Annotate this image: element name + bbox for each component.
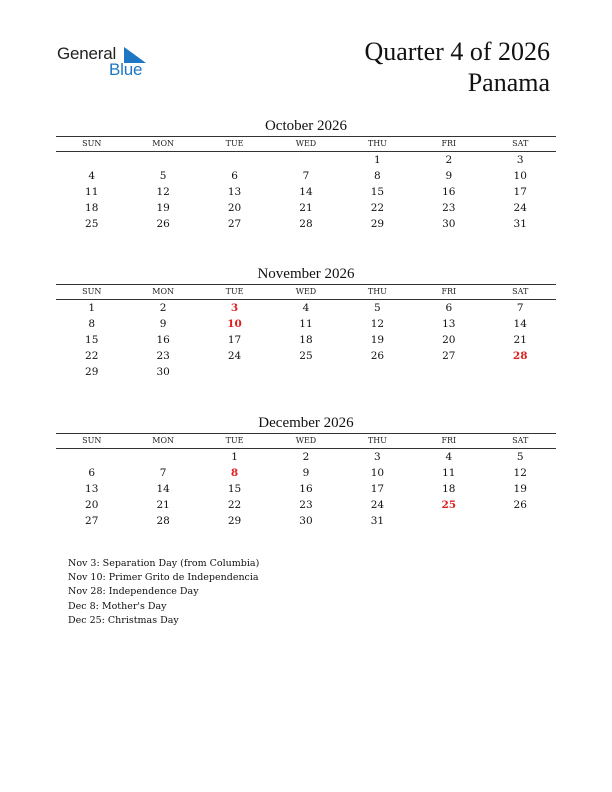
- day-cell: 11: [299, 318, 313, 330]
- weekday-header: WED: [295, 436, 317, 445]
- day-cell: 30: [299, 515, 313, 527]
- day-cell: 14: [299, 186, 313, 198]
- day-cell: 23: [442, 202, 456, 214]
- day-cell: 2: [159, 302, 167, 314]
- weekday-header: MON: [152, 139, 174, 148]
- day-cell: 9: [159, 318, 167, 330]
- weekday-header: THU: [367, 287, 387, 296]
- logo-text-blue: Blue: [109, 60, 143, 79]
- day-cell: 20: [442, 334, 456, 346]
- weekday-header: FRI: [441, 139, 457, 148]
- week-grid: [56, 449, 556, 529]
- day-cell: 23: [299, 499, 313, 511]
- day-cell: 29: [227, 515, 242, 527]
- day-cell: 6: [445, 302, 453, 314]
- holiday-day-cell: 28: [512, 350, 528, 362]
- logo-text-general: General: [57, 44, 117, 63]
- day-cell: 18: [442, 483, 456, 495]
- week-row: [56, 465, 556, 481]
- day-cell: 4: [445, 451, 453, 463]
- day-cell: 12: [513, 467, 527, 479]
- weekday-header: SAT: [512, 287, 529, 296]
- weekday-header: THU: [367, 139, 387, 148]
- weekday-header: WED: [295, 139, 317, 148]
- week-row: [56, 216, 556, 232]
- day-cell: 17: [370, 483, 385, 495]
- day-cell: 18: [299, 334, 313, 346]
- holiday-day-cell: 8: [230, 467, 239, 479]
- week-row: [56, 316, 556, 332]
- day-cell: 26: [513, 499, 527, 511]
- empty-day-cell: [127, 449, 198, 465]
- weekday-header: SUN: [82, 139, 102, 148]
- day-cell: 7: [159, 467, 167, 479]
- day-cell: 20: [85, 499, 99, 511]
- empty-day-cell: [199, 364, 270, 380]
- holiday-notes: [68, 557, 259, 628]
- weekday-header: FRI: [441, 287, 457, 296]
- day-cell: 3: [374, 451, 381, 463]
- week-row: [56, 152, 556, 168]
- day-cell: 6: [231, 170, 238, 182]
- day-cell: 7: [302, 170, 310, 182]
- day-cell: 17: [227, 334, 242, 346]
- day-cell: 18: [85, 202, 99, 214]
- day-cell: 5: [516, 451, 524, 463]
- day-cell: 1: [231, 451, 238, 463]
- day-cell: 26: [156, 218, 170, 230]
- holiday-day-cell: 25: [441, 499, 457, 511]
- week-row: [56, 168, 556, 184]
- weekday-header: WED: [295, 287, 317, 296]
- holiday-note: Dec 8: Mother's Day: [68, 600, 167, 612]
- holiday-note: Nov 3: Separation Day (from Columbia): [68, 558, 260, 569]
- weekday-header: FRI: [441, 436, 457, 445]
- week-row: [56, 184, 556, 200]
- day-cell: 11: [442, 467, 456, 479]
- empty-day-cell: [485, 513, 556, 529]
- title-quarter: Quarter 4 of 2026: [364, 37, 550, 66]
- day-cell: 30: [442, 218, 456, 230]
- day-cell: 22: [227, 499, 242, 511]
- day-cell: 9: [445, 170, 453, 182]
- month-october: [56, 116, 556, 232]
- day-cell: 15: [370, 186, 385, 198]
- day-cell: 13: [227, 186, 242, 198]
- day-cell: 13: [85, 483, 99, 495]
- day-cell: 2: [302, 451, 310, 463]
- month-title: December 2026: [258, 415, 354, 431]
- week-row: [56, 364, 556, 380]
- day-cell: 12: [370, 318, 385, 330]
- holiday-day-cell: 3: [230, 302, 239, 314]
- day-cell: 1: [88, 302, 96, 314]
- empty-day-cell: [413, 513, 484, 529]
- week-row: [56, 332, 556, 348]
- day-cell: 29: [370, 218, 385, 230]
- week-row: [56, 300, 556, 316]
- week-grid: [56, 300, 556, 380]
- day-cell: 14: [513, 318, 527, 330]
- day-cell: 31: [370, 515, 385, 527]
- day-cell: 10: [513, 170, 527, 182]
- day-cell: 24: [227, 350, 242, 362]
- day-cell: 5: [159, 170, 167, 182]
- day-cell: 26: [370, 350, 385, 362]
- day-cell: 28: [156, 515, 170, 527]
- day-cell: 25: [85, 218, 99, 230]
- weekday-header: TUE: [225, 287, 244, 296]
- week-row: [56, 513, 556, 529]
- day-cell: 22: [85, 350, 99, 362]
- logo: [57, 44, 167, 84]
- day-cell: 10: [370, 467, 385, 479]
- day-cell: 1: [374, 154, 381, 166]
- weekday-header: SAT: [512, 436, 529, 445]
- day-cell: 19: [370, 334, 385, 346]
- holiday-note: Nov 28: Independence Day: [68, 586, 199, 598]
- day-cell: 22: [370, 202, 385, 214]
- day-cell: 16: [299, 483, 313, 495]
- holiday-day-cell: 10: [227, 318, 242, 330]
- day-cell: 14: [156, 483, 170, 495]
- day-cell: 12: [156, 186, 170, 198]
- day-cell: 9: [302, 467, 310, 479]
- day-cell: 29: [85, 366, 99, 378]
- week-grid: [56, 152, 556, 232]
- weekday-header: MON: [152, 287, 174, 296]
- day-cell: 21: [156, 499, 170, 511]
- day-cell: 11: [85, 186, 99, 198]
- page-title: [364, 36, 550, 98]
- day-cell: 28: [299, 218, 313, 230]
- empty-day-cell: [56, 152, 127, 168]
- day-cell: 2: [445, 154, 453, 166]
- day-cell: 3: [516, 154, 524, 166]
- week-row: [56, 497, 556, 513]
- empty-day-cell: [413, 364, 484, 380]
- week-row: [56, 449, 556, 465]
- weekday-header-row: [56, 433, 556, 449]
- weekday-header: SUN: [82, 436, 102, 445]
- day-cell: 27: [85, 515, 99, 527]
- month-title: October 2026: [264, 118, 348, 134]
- day-cell: 6: [88, 467, 96, 479]
- day-cell: 30: [156, 366, 170, 378]
- weekday-header: THU: [367, 436, 387, 445]
- empty-day-cell: [199, 152, 270, 168]
- day-cell: 8: [88, 318, 96, 330]
- day-cell: 19: [156, 202, 170, 214]
- month-december: [56, 413, 556, 529]
- day-cell: 15: [227, 483, 242, 495]
- month-title: November 2026: [257, 266, 355, 282]
- day-cell: 25: [299, 350, 313, 362]
- day-cell: 27: [442, 350, 456, 362]
- weekday-header-row: [56, 136, 556, 152]
- day-cell: 15: [85, 334, 99, 346]
- weekday-header: MON: [152, 436, 174, 445]
- day-cell: 16: [442, 186, 456, 198]
- title-country: Panama: [467, 68, 550, 97]
- weekday-header: SUN: [82, 287, 102, 296]
- day-cell: 8: [374, 170, 381, 182]
- holiday-note: Nov 10: Primer Grito de Independencia: [68, 572, 259, 584]
- empty-day-cell: [56, 449, 127, 465]
- weekday-header: TUE: [225, 139, 244, 148]
- day-cell: 24: [370, 499, 385, 511]
- week-row: [56, 348, 556, 364]
- day-cell: 5: [374, 302, 381, 314]
- empty-day-cell: [270, 152, 341, 168]
- weekday-header-row: [56, 284, 556, 300]
- day-cell: 21: [299, 202, 313, 214]
- day-cell: 4: [88, 170, 96, 182]
- day-cell: 24: [513, 202, 527, 214]
- day-cell: 19: [513, 483, 527, 495]
- holiday-note: Dec 25: Christmas Day: [68, 614, 179, 626]
- month-november: [56, 264, 556, 380]
- weekday-header: TUE: [225, 436, 244, 445]
- week-row: [56, 200, 556, 216]
- empty-day-cell: [270, 364, 341, 380]
- day-cell: 27: [227, 218, 242, 230]
- day-cell: 21: [513, 334, 527, 346]
- empty-day-cell: [485, 364, 556, 380]
- day-cell: 4: [302, 302, 310, 314]
- day-cell: 17: [513, 186, 527, 198]
- day-cell: 20: [227, 202, 242, 214]
- empty-day-cell: [127, 152, 198, 168]
- day-cell: 23: [156, 350, 170, 362]
- weekday-header: SAT: [512, 139, 529, 148]
- day-cell: 31: [513, 218, 527, 230]
- day-cell: 7: [516, 302, 524, 314]
- empty-day-cell: [342, 364, 413, 380]
- day-cell: 16: [156, 334, 170, 346]
- day-cell: 13: [442, 318, 456, 330]
- week-row: [56, 481, 556, 497]
